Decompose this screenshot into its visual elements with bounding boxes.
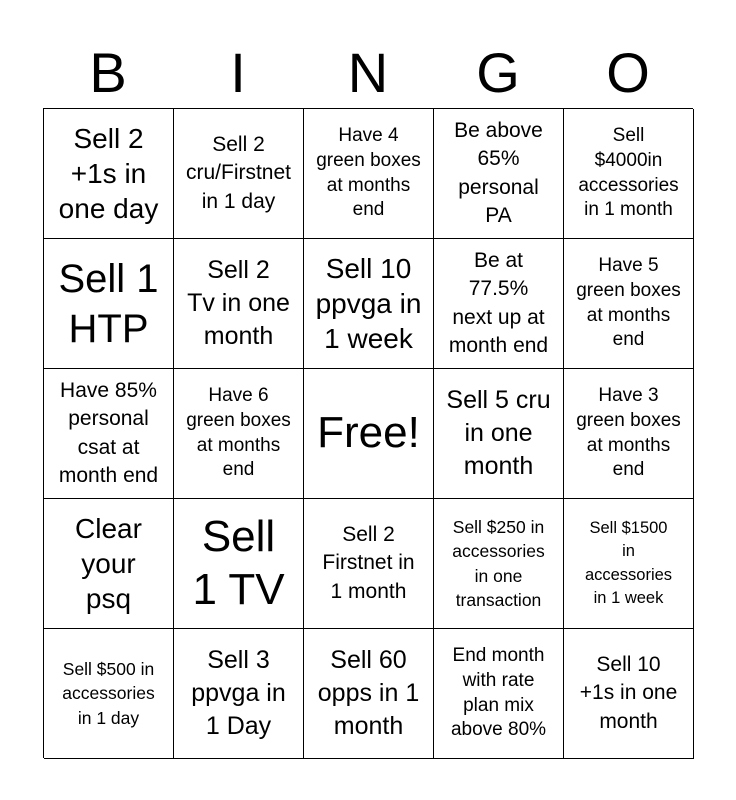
bingo-cell-r5-c2[interactable] [174, 629, 304, 759]
bingo-cell-r4-c2[interactable] [174, 499, 304, 629]
bingo-cell-r1-c1[interactable] [44, 109, 174, 239]
cell-label: Clear your psq [75, 513, 142, 614]
bingo-cell-r4-c4[interactable] [434, 499, 564, 629]
cell-label: Sell 10 +1s in one month [579, 652, 678, 733]
header-letter-o: O [606, 41, 650, 104]
bingo-cell-r2-c5[interactable] [564, 239, 694, 369]
bingo-cell-r1-c5[interactable] [564, 109, 694, 239]
bingo-cell-r4-c3[interactable] [304, 499, 434, 629]
bingo-cell-r3-c4[interactable] [434, 369, 564, 499]
cell-label: Be at 77.5% next up at month end [448, 248, 549, 357]
bingo-header [43, 38, 693, 108]
bingo-cell-r4-c5[interactable] [564, 499, 694, 629]
cell-label: Sell 2 +1s in one day [58, 123, 159, 224]
bingo-cell-r5-c4[interactable] [434, 629, 564, 759]
free-space-label: Free! [317, 408, 420, 458]
bingo-board [43, 108, 693, 758]
cell-label: Sell $250 in accessories in one transaction [452, 516, 545, 610]
bingo-cell-r1-c3[interactable] [304, 109, 434, 239]
bingo-cell-r3-c1[interactable] [44, 369, 174, 499]
cell-label: Have 85% personal csat at month end [58, 378, 159, 487]
header-letter-i: I [230, 41, 246, 104]
bingo-cell-r3-c2[interactable] [174, 369, 304, 499]
cell-label: Sell 2 cru/Firstnet in 1 day [185, 132, 292, 213]
bingo-cell-r4-c1[interactable] [44, 499, 174, 629]
cell-label: Sell 60 opps in 1 month [317, 646, 420, 740]
cell-label: Sell 1 TV [192, 511, 285, 614]
cell-label: Sell 2 Tv in one month [187, 256, 290, 350]
cell-label: Sell $1500 in accessories in 1 week [584, 519, 673, 607]
cell-label: Sell 5 cru in one month [446, 386, 551, 480]
cell-label: Have 4 green boxes at months end [316, 125, 421, 221]
header-letter-g: G [476, 41, 520, 104]
header-letter-n: N [347, 41, 389, 104]
bingo-cell-r5-c3[interactable] [304, 629, 434, 759]
bingo-cell-free[interactable] [304, 369, 434, 499]
bingo-cell-r1-c4[interactable] [434, 109, 564, 239]
bingo-cell-r2-c2[interactable] [174, 239, 304, 369]
cell-label: Sell $4000in accessories in 1 month [578, 125, 679, 221]
bingo-cell-r2-c1[interactable] [44, 239, 174, 369]
cell-label: Sell 2 Firstnet in 1 month [322, 522, 415, 603]
cell-label: Have 3 green boxes at months end [576, 385, 681, 481]
cell-label: Have 6 green boxes at months end [186, 385, 291, 481]
cell-label: Sell 10 ppvga in 1 week [315, 253, 422, 354]
bingo-cell-r2-c3[interactable] [304, 239, 434, 369]
cell-label: Sell 3 ppvga in 1 Day [191, 646, 286, 740]
bingo-cell-r2-c4[interactable] [434, 239, 564, 369]
cell-label: End month with rate plan mix above 80% [450, 645, 547, 741]
bingo-cell-r1-c2[interactable] [174, 109, 304, 239]
cell-label: Be above 65% personal PA [454, 118, 543, 227]
cell-label: Sell 1 HTP [58, 256, 159, 351]
bingo-cell-r3-c5[interactable] [564, 369, 694, 499]
bingo-cell-r5-c1[interactable] [44, 629, 174, 759]
cell-label: Sell $500 in accessories in 1 day [62, 658, 155, 728]
cell-label: Have 5 green boxes at months end [576, 255, 681, 351]
bingo-cell-r5-c5[interactable] [564, 629, 694, 759]
header-letter-b: B [89, 41, 127, 104]
